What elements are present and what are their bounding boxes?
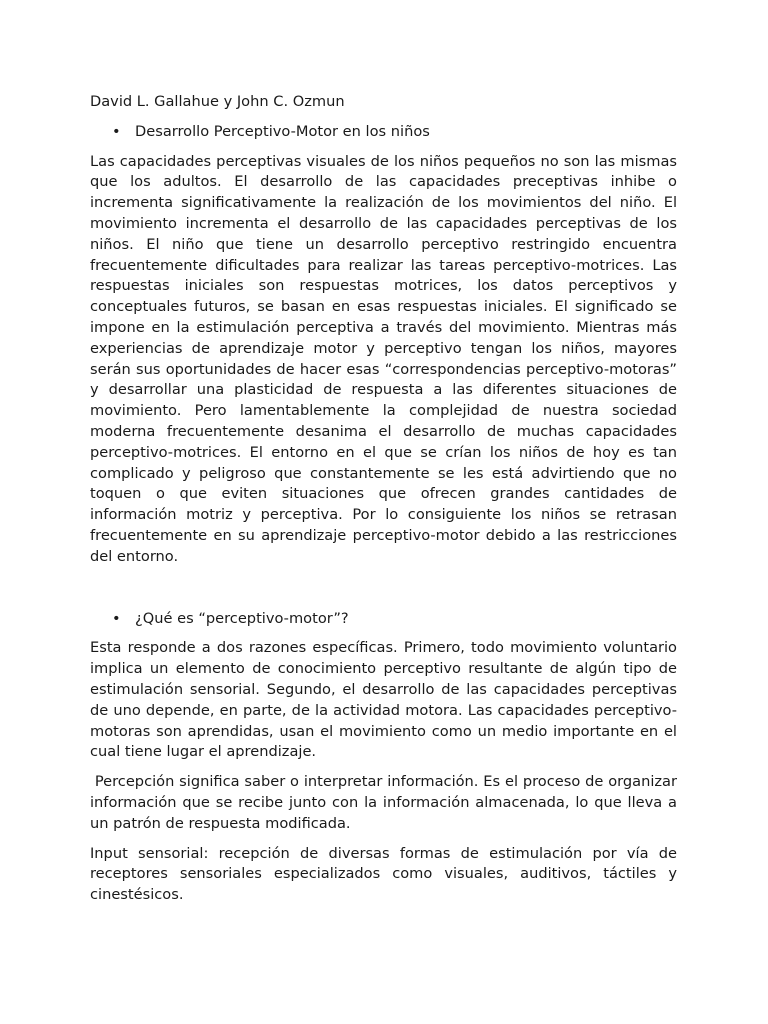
bullet-icon: • [112, 609, 121, 627]
section-heading-text: Desarrollo Perceptivo-Motor en los niños [135, 122, 430, 140]
document-page [90, 92, 682, 915]
section-heading-que-es [90, 609, 677, 630]
author-line: David L. Gallahue y John C. Ozmun [90, 93, 345, 110]
paragraph-desarrollo: Las capacidades perceptivas visuales de los niños pequeños no son las mismas que los adultos. El desarrollo de las capacidades preceptivas inhibe o incrementa significativamente la realización de los movimientos del niño. El movimiento incrementa el desarrollo de las capacidades perceptivas de los niños. El niño que tiene un desarrollo perceptivo restringido encuentra frecuentemente dificultades para realizar las tareas perceptivo-motrices. Las respuestas iniciales son respuestas motrices, los datos perceptivos y conceptuales futuros, se basan en esas respuestas iniciales. El significado se impone en la estimulación perceptiva a través del movimiento. Mientras más experiencias de aprendizaje motor y perceptivo tengan los niños, mayores serán sus oportunidades de hacer esas “correspondencias perceptivo-motoras” y desarrollar una plasticidad de respuesta a las diferentes situaciones de movimiento. Pero lamentablemente la complejidad de nuestra sociedad moderna frecuentemente desanima el desarrollo de muchas capacidades perceptivo-motrices. El entorno en el que se crían los niños de hoy es tan complicado y peligroso que constantemente se les está advirtiendo que no toquen o que eviten situaciones que ofrecen grandes cantidades de información motriz y perceptiva. Por lo consiguiente los niños se retrasan frecuentemente en su aprendizaje perceptivo-motor debido a las restricciones del entorno. [90, 152, 677, 565]
section-heading-desarrollo [90, 122, 677, 143]
section-heading-text: ¿Qué es “perceptivo-motor”? [135, 609, 349, 627]
blank-line [90, 577, 677, 609]
paragraph-input-sensorial: Input sensorial: recepción de diversas formas de estimulación por vía de receptores sensoriales especializados como visuales, auditivos, táctiles y cinestésicos. [90, 844, 677, 904]
paragraph-percepcion: Percepción significa saber o interpretar información. Es el proceso de organizar información que se recibe junto con la información almacenada, lo que lleva a un patrón de respuesta modificada. [90, 773, 682, 832]
bullet-icon: • [112, 122, 121, 140]
paragraph-razones: Esta responde a dos razones específicas. Primero, todo movimiento voluntario implica un elemento de conocimiento perceptivo resultante de algún tipo de estimulación sensorial. Segundo, el desarrollo de las capacidades perceptivas de uno depende, en parte, de la actividad motora. Las capacidades perceptivo-motoras son aprendidas, usan el movimiento como un medio importante en el cual tiene lugar el aprendizaje. [90, 639, 677, 761]
